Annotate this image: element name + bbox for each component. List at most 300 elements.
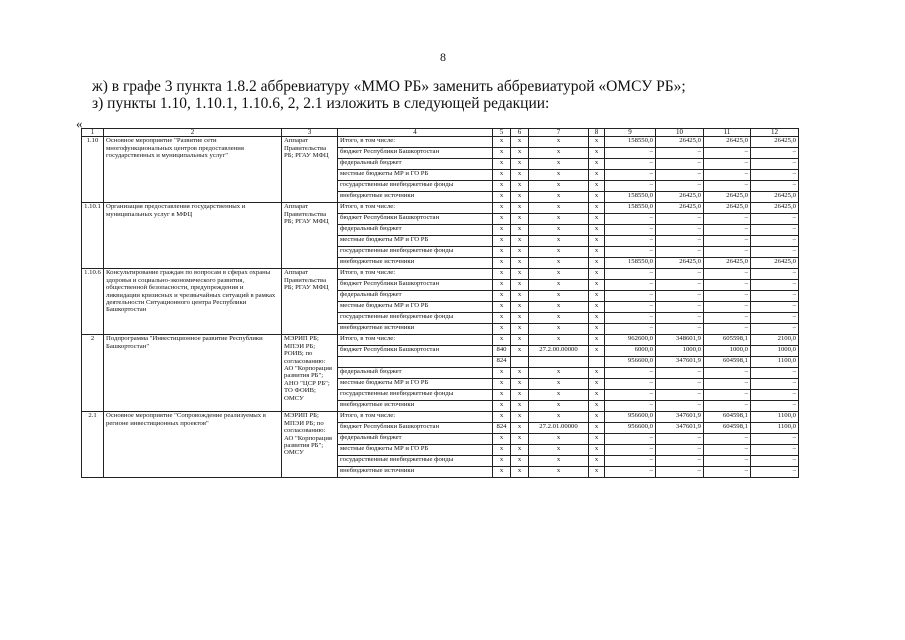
- amount-cell: 158550,0: [605, 137, 656, 148]
- amount-cell: 26425,0: [751, 203, 799, 214]
- code-cell: x: [511, 456, 529, 467]
- amount-cell: –: [605, 247, 656, 258]
- code-cell: x: [589, 379, 605, 390]
- funding-source-cell: местные бюджеты МР и ГО РБ: [338, 379, 493, 390]
- amount-cell: –: [656, 280, 704, 291]
- funding-source-cell: местные бюджеты МР и ГО РБ: [338, 445, 493, 456]
- amount-cell: –: [656, 368, 704, 379]
- code-cell: 840: [493, 346, 511, 357]
- code-cell: x: [493, 148, 511, 159]
- amount-cell: –: [656, 214, 704, 225]
- amount-cell: 26425,0: [656, 203, 704, 214]
- amount-cell: –: [605, 214, 656, 225]
- code-cell: x: [529, 291, 589, 302]
- code-cell: x: [589, 412, 605, 423]
- amount-cell: –: [751, 313, 799, 324]
- amount-cell: –: [656, 225, 704, 236]
- amount-cell: –: [751, 170, 799, 181]
- code-cell: x: [529, 401, 589, 412]
- code-cell: x: [589, 423, 605, 434]
- amount-cell: –: [656, 159, 704, 170]
- code-cell: x: [529, 192, 589, 203]
- code-cell: x: [493, 368, 511, 379]
- amount-cell: –: [704, 324, 751, 335]
- amount-cell: 26425,0: [751, 258, 799, 269]
- amount-cell: 347601,9: [656, 423, 704, 434]
- item-name-cell: Подпрограмма "Инвестиционное развитие Республики Башкортостан": [104, 335, 282, 412]
- amount-cell: –: [656, 247, 704, 258]
- amount-cell: 956600,0: [605, 357, 656, 368]
- code-cell: x: [493, 170, 511, 181]
- column-header: 8: [589, 129, 605, 137]
- amount-cell: –: [751, 181, 799, 192]
- funding-source-cell: внебюджетные источники: [338, 401, 493, 412]
- funding-source-cell: государственные внебюджетные фонды: [338, 181, 493, 192]
- code-cell: x: [511, 291, 529, 302]
- code-cell: x: [511, 335, 529, 346]
- amount-cell: –: [751, 434, 799, 445]
- code-cell: x: [529, 181, 589, 192]
- code-cell: x: [511, 324, 529, 335]
- amount-cell: –: [605, 170, 656, 181]
- code-cell: x: [511, 401, 529, 412]
- table-row: [82, 269, 799, 280]
- item-name-cell: Основное мероприятие "Сопровождение реализуемых в регионе инвестиционных проектов": [104, 412, 282, 478]
- funding-source-cell: федеральный бюджет: [338, 368, 493, 379]
- amount-cell: –: [704, 291, 751, 302]
- amount-cell: –: [656, 390, 704, 401]
- code-cell: x: [493, 181, 511, 192]
- code-cell: x: [493, 302, 511, 313]
- item-number-cell: 2: [82, 335, 104, 412]
- amount-cell: –: [704, 390, 751, 401]
- amount-cell: –: [704, 379, 751, 390]
- amount-cell: –: [704, 247, 751, 258]
- code-cell: x: [529, 456, 589, 467]
- code-cell: x: [493, 269, 511, 280]
- amount-cell: 1000,0: [656, 346, 704, 357]
- code-cell: x: [511, 423, 529, 434]
- code-cell: x: [589, 335, 605, 346]
- code-cell: x: [529, 467, 589, 478]
- amount-cell: 26425,0: [751, 137, 799, 148]
- amount-cell: –: [751, 324, 799, 335]
- funding-source-cell: местные бюджеты МР и ГО РБ: [338, 302, 493, 313]
- code-cell: x: [493, 390, 511, 401]
- funding-source-cell: государственные внебюджетные фонды: [338, 390, 493, 401]
- code-cell: x: [511, 236, 529, 247]
- amount-cell: –: [704, 456, 751, 467]
- table-row: [82, 137, 799, 148]
- funding-source-cell: бюджет Республики Башкортостан: [338, 148, 493, 159]
- amount-cell: 26425,0: [704, 203, 751, 214]
- code-cell: x: [493, 159, 511, 170]
- code-cell: x: [493, 225, 511, 236]
- code-cell: 27.2.01.00000: [529, 423, 589, 434]
- amount-cell: 347601,9: [656, 412, 704, 423]
- code-cell: x: [589, 269, 605, 280]
- table-row: [82, 203, 799, 214]
- funding-source-cell: местные бюджеты МР и ГО РБ: [338, 170, 493, 181]
- code-cell: x: [529, 324, 589, 335]
- code-cell: x: [511, 159, 529, 170]
- amount-cell: 962600,0: [605, 335, 656, 346]
- amount-cell: –: [704, 269, 751, 280]
- code-cell: x: [529, 236, 589, 247]
- amount-cell: –: [656, 445, 704, 456]
- amount-cell: 26425,0: [704, 137, 751, 148]
- amount-cell: –: [605, 159, 656, 170]
- code-cell: x: [511, 390, 529, 401]
- amount-cell: –: [751, 247, 799, 258]
- amount-cell: –: [656, 467, 704, 478]
- amount-cell: –: [751, 302, 799, 313]
- code-cell: x: [589, 302, 605, 313]
- code-cell: [589, 357, 605, 368]
- amount-cell: –: [656, 269, 704, 280]
- funding-source-cell: федеральный бюджет: [338, 225, 493, 236]
- code-cell: x: [511, 247, 529, 258]
- item-number-cell: 2.1: [82, 412, 104, 478]
- code-cell: x: [529, 159, 589, 170]
- amount-cell: –: [605, 467, 656, 478]
- code-cell: x: [589, 401, 605, 412]
- amount-cell: –: [751, 214, 799, 225]
- column-header: 4: [338, 129, 493, 137]
- code-cell: x: [529, 225, 589, 236]
- amount-cell: –: [605, 236, 656, 247]
- code-cell: x: [511, 368, 529, 379]
- amount-cell: –: [704, 280, 751, 291]
- code-cell: 824: [493, 423, 511, 434]
- amount-cell: –: [751, 368, 799, 379]
- code-cell: x: [589, 324, 605, 335]
- amount-cell: –: [704, 313, 751, 324]
- amount-cell: –: [704, 214, 751, 225]
- code-cell: x: [589, 148, 605, 159]
- code-cell: x: [511, 137, 529, 148]
- funding-source-cell: [338, 357, 493, 368]
- funding-source-cell: Итого, в том числе:: [338, 137, 493, 148]
- code-cell: x: [589, 368, 605, 379]
- code-cell: x: [493, 313, 511, 324]
- amount-cell: –: [605, 225, 656, 236]
- code-cell: x: [589, 159, 605, 170]
- amount-cell: –: [656, 170, 704, 181]
- code-cell: x: [529, 412, 589, 423]
- code-cell: x: [511, 181, 529, 192]
- code-cell: x: [589, 181, 605, 192]
- amount-cell: –: [605, 313, 656, 324]
- amount-cell: –: [605, 379, 656, 390]
- code-cell: x: [511, 412, 529, 423]
- amount-cell: 2100,0: [751, 335, 799, 346]
- amount-cell: 1000,0: [704, 346, 751, 357]
- amount-cell: –: [656, 379, 704, 390]
- amount-cell: 26425,0: [656, 137, 704, 148]
- code-cell: x: [589, 258, 605, 269]
- code-cell: x: [493, 434, 511, 445]
- funding-source-cell: местные бюджеты МР и ГО РБ: [338, 236, 493, 247]
- funding-source-cell: внебюджетные источники: [338, 324, 493, 335]
- code-cell: x: [589, 236, 605, 247]
- amount-cell: 605598,1: [704, 335, 751, 346]
- code-cell: x: [511, 258, 529, 269]
- amount-cell: 26425,0: [704, 192, 751, 203]
- funding-source-cell: внебюджетные источники: [338, 192, 493, 203]
- code-cell: x: [589, 192, 605, 203]
- amount-cell: 1100,0: [751, 423, 799, 434]
- code-cell: x: [493, 456, 511, 467]
- code-cell: x: [589, 137, 605, 148]
- item-name-cell: Консультирование граждан по вопросам в сферах охраны здоровья и социально-экономического развития, общественной безопасности, предупреждения и ликвидации кризисных и чрезвычайных ситуаций в рамках деятельности Ситуационного центра Республики Башкортостан: [104, 269, 282, 335]
- code-cell: x: [493, 236, 511, 247]
- code-cell: x: [493, 247, 511, 258]
- code-cell: x: [493, 445, 511, 456]
- amount-cell: –: [605, 456, 656, 467]
- code-cell: x: [493, 324, 511, 335]
- amount-cell: –: [656, 456, 704, 467]
- amount-cell: –: [751, 456, 799, 467]
- page-number: 8: [440, 50, 446, 64]
- code-cell: x: [493, 412, 511, 423]
- funding-source-cell: бюджет Республики Башкортостан: [338, 423, 493, 434]
- amount-cell: –: [704, 467, 751, 478]
- code-cell: x: [511, 148, 529, 159]
- code-cell: x: [589, 280, 605, 291]
- amount-cell: –: [704, 159, 751, 170]
- code-cell: x: [511, 225, 529, 236]
- amount-cell: –: [605, 401, 656, 412]
- code-cell: x: [589, 225, 605, 236]
- code-cell: x: [529, 379, 589, 390]
- amount-cell: –: [656, 401, 704, 412]
- amount-cell: –: [605, 368, 656, 379]
- amount-cell: 26425,0: [751, 192, 799, 203]
- amount-cell: 604598,1: [704, 357, 751, 368]
- amount-cell: –: [751, 269, 799, 280]
- amount-cell: –: [656, 236, 704, 247]
- code-cell: x: [493, 335, 511, 346]
- item-name-cell: Основное мероприятие "Развитие сети многофункциональных центров предоставления государственных и муниципальных услуг": [104, 137, 282, 203]
- executor-cell: МЭРИП РБ; МПЭИ РБ; по согласованию: АО "Корпорация развития РБ"; ОМСУ: [282, 412, 338, 478]
- code-cell: x: [589, 390, 605, 401]
- amount-cell: 1100,0: [751, 412, 799, 423]
- code-cell: x: [511, 434, 529, 445]
- item-number-cell: 1.10.6: [82, 269, 104, 335]
- funding-source-cell: бюджет Республики Башкортостан: [338, 214, 493, 225]
- funding-source-cell: Итого, в том числе:: [338, 412, 493, 423]
- code-cell: x: [589, 456, 605, 467]
- amount-cell: 158550,0: [605, 258, 656, 269]
- item-name-cell: Организация предоставления государственных и муниципальных услуг в МФЦ: [104, 203, 282, 269]
- amount-cell: –: [656, 291, 704, 302]
- amount-cell: –: [605, 269, 656, 280]
- funding-source-cell: государственные внебюджетные фонды: [338, 456, 493, 467]
- paragraph-zh: ж) в графе 3 пункта 1.8.2 аббревиатуру «ММО РБ» заменить аббревиатурой «ОМСУ РБ»;: [92, 78, 686, 95]
- amount-cell: 26425,0: [656, 258, 704, 269]
- amount-cell: –: [751, 225, 799, 236]
- code-cell: x: [511, 170, 529, 181]
- table-row: [82, 412, 799, 423]
- amount-cell: 956600,0: [605, 423, 656, 434]
- funding-source-cell: Итого, в том числе:: [338, 269, 493, 280]
- code-cell: x: [529, 148, 589, 159]
- funding-source-cell: федеральный бюджет: [338, 434, 493, 445]
- amount-cell: 26425,0: [704, 258, 751, 269]
- amount-cell: –: [751, 236, 799, 247]
- amount-cell: 158550,0: [605, 192, 656, 203]
- table-row: [82, 335, 799, 346]
- amount-cell: –: [704, 236, 751, 247]
- code-cell: x: [589, 467, 605, 478]
- amount-cell: –: [605, 434, 656, 445]
- funding-source-cell: бюджет Республики Башкортостан: [338, 346, 493, 357]
- code-cell: x: [589, 170, 605, 181]
- code-cell: x: [493, 401, 511, 412]
- column-header: 5: [493, 129, 511, 137]
- funding-source-cell: государственные внебюджетные фонды: [338, 313, 493, 324]
- code-cell: x: [529, 390, 589, 401]
- amount-cell: –: [704, 181, 751, 192]
- code-cell: x: [511, 379, 529, 390]
- amount-cell: –: [704, 434, 751, 445]
- code-cell: x: [493, 203, 511, 214]
- item-number-cell: 1.10.1: [82, 203, 104, 269]
- amount-cell: –: [751, 291, 799, 302]
- amount-cell: –: [751, 148, 799, 159]
- amount-cell: –: [751, 390, 799, 401]
- code-cell: 27.2.00.00000: [529, 346, 589, 357]
- code-cell: x: [529, 335, 589, 346]
- funding-source-cell: Итого, в том числе:: [338, 335, 493, 346]
- code-cell: x: [511, 280, 529, 291]
- amount-cell: 6000,0: [605, 346, 656, 357]
- amount-cell: 347601,9: [656, 357, 704, 368]
- amount-cell: –: [656, 324, 704, 335]
- opening-quote-mark: «: [76, 116, 83, 131]
- code-cell: x: [493, 192, 511, 203]
- code-cell: x: [511, 192, 529, 203]
- paragraph-z: з) пункты 1.10, 1.10.1, 1.10.6, 2, 2.1 изложить в следующей редакции:: [92, 95, 550, 112]
- column-header: 7: [529, 129, 589, 137]
- amount-cell: –: [704, 401, 751, 412]
- amount-cell: –: [656, 313, 704, 324]
- column-header: 10: [656, 129, 704, 137]
- amount-cell: –: [656, 434, 704, 445]
- amount-cell: –: [704, 225, 751, 236]
- amount-cell: –: [704, 148, 751, 159]
- funding-source-cell: бюджет Республики Башкортостан: [338, 280, 493, 291]
- funding-source-cell: Итого, в том числе:: [338, 203, 493, 214]
- amount-cell: –: [656, 181, 704, 192]
- funding-source-cell: федеральный бюджет: [338, 159, 493, 170]
- amount-cell: –: [656, 302, 704, 313]
- amount-cell: –: [751, 445, 799, 456]
- amount-cell: 1000,0: [751, 346, 799, 357]
- amount-cell: 1100,0: [751, 357, 799, 368]
- code-cell: x: [493, 137, 511, 148]
- funding-source-cell: внебюджетные источники: [338, 467, 493, 478]
- amount-cell: –: [605, 324, 656, 335]
- amount-cell: –: [656, 148, 704, 159]
- code-cell: x: [529, 170, 589, 181]
- amount-cell: –: [751, 467, 799, 478]
- funding-source-cell: государственные внебюджетные фонды: [338, 247, 493, 258]
- amount-cell: –: [605, 148, 656, 159]
- funding-source-cell: внебюджетные источники: [338, 258, 493, 269]
- code-cell: x: [529, 313, 589, 324]
- code-cell: x: [589, 214, 605, 225]
- column-header: 2: [104, 129, 282, 137]
- code-cell: x: [529, 280, 589, 291]
- column-header: 6: [511, 129, 529, 137]
- header-row: [82, 129, 799, 137]
- amount-cell: –: [605, 302, 656, 313]
- amount-cell: 348601,9: [656, 335, 704, 346]
- code-cell: x: [493, 379, 511, 390]
- code-cell: x: [589, 313, 605, 324]
- code-cell: x: [511, 346, 529, 357]
- column-header: 12: [751, 129, 799, 137]
- code-cell: x: [529, 269, 589, 280]
- amount-cell: –: [605, 390, 656, 401]
- code-cell: x: [529, 302, 589, 313]
- amount-cell: –: [704, 368, 751, 379]
- code-cell: x: [589, 346, 605, 357]
- code-cell: x: [511, 214, 529, 225]
- code-cell: x: [589, 291, 605, 302]
- code-cell: [529, 357, 589, 368]
- code-cell: 824: [493, 357, 511, 368]
- amount-cell: –: [751, 159, 799, 170]
- amount-cell: 604598,1: [704, 412, 751, 423]
- amount-cell: 604598,1: [704, 423, 751, 434]
- code-cell: x: [493, 258, 511, 269]
- item-number-cell: 1.10: [82, 137, 104, 203]
- column-header: 1: [82, 129, 104, 137]
- amount-cell: 26425,0: [656, 192, 704, 203]
- column-header: 11: [704, 129, 751, 137]
- code-cell: x: [529, 214, 589, 225]
- amount-cell: –: [704, 170, 751, 181]
- code-cell: x: [589, 445, 605, 456]
- budget-table: [81, 128, 799, 478]
- executor-cell: МЭРИП РБ; МПЭИ РБ; РОИВ; по согласованию: АО "Корпорация развития РБ"; АНО "ЦСР РБ"; ТО ФОИВ; ОМСУ: [282, 335, 338, 412]
- column-header: 3: [282, 129, 338, 137]
- code-cell: x: [511, 203, 529, 214]
- amount-cell: –: [605, 181, 656, 192]
- funding-source-cell: федеральный бюджет: [338, 291, 493, 302]
- code-cell: x: [493, 467, 511, 478]
- amount-cell: –: [704, 302, 751, 313]
- executor-cell: Аппарат Правительства РБ; РГАУ МФЦ: [282, 203, 338, 269]
- code-cell: x: [589, 434, 605, 445]
- code-cell: x: [511, 313, 529, 324]
- code-cell: x: [493, 214, 511, 225]
- amount-cell: –: [605, 280, 656, 291]
- code-cell: [511, 357, 529, 368]
- code-cell: x: [529, 203, 589, 214]
- amount-cell: –: [751, 401, 799, 412]
- column-header: 9: [605, 129, 656, 137]
- amount-cell: –: [605, 445, 656, 456]
- code-cell: x: [529, 445, 589, 456]
- code-cell: x: [511, 445, 529, 456]
- code-cell: x: [529, 434, 589, 445]
- code-cell: x: [511, 467, 529, 478]
- amount-cell: –: [605, 291, 656, 302]
